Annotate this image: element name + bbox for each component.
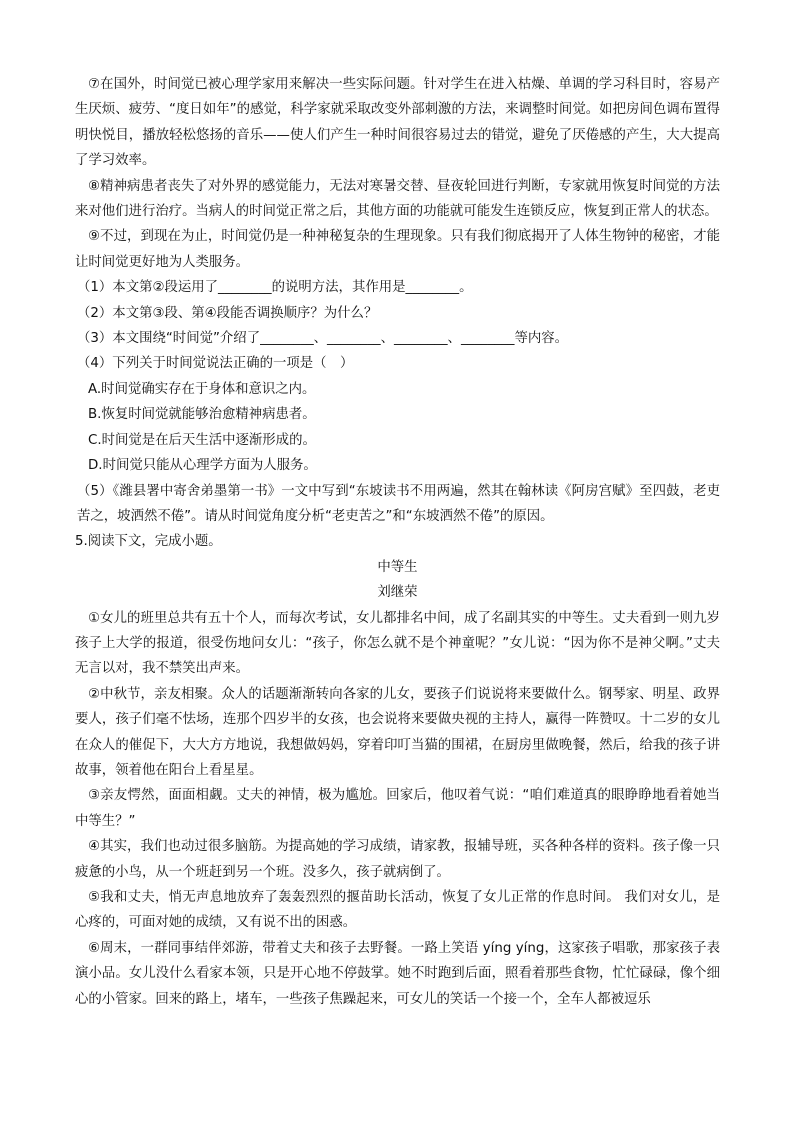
- option-d: D.时间觉只能从心理学方面为人服务。: [88, 458, 317, 474]
- question-5: （5）《潍县署中寄舍弟墨第一书》一文中写到“东坡读书不用两遍，然其在翰林读《阿房宫赋》至四鼓，老吏苦之，坡洒然不倦”。请从时间觉角度分析“老吏苦之”和“东坡洒然不倦”的原因。: [77, 483, 720, 524]
- article-paragraph-2: ②中秋节，亲友相聚。众人的话题渐渐转向各家的儿女，要孩子们说说将来要做什么。钢琴家、明星、政界要人，孩子们毫不怯场，连那个四岁半的女孩，也会说将来要做央视的主持人，赢得一阵赞叹。十二岁的女儿在众人的催促下，大大方方地说，我想做妈妈，穿着印叮当猫的围裙，在厨房里做晚餐，然后，给我的孩子讲故事，领着他在阳台上看星星。: [75, 686, 720, 778]
- question-2: （2）本文第③段、第④段能否调换顺序？为什么？: [77, 305, 378, 321]
- article-paragraph-5: ⑤我和丈夫，悄无声息地放弃了轰轰烈烈的揠苗助长活动，恢复了女儿正常的作息时间。 我们对女儿，是心疼的，可面对她的成绩，又有说不出的困惑。: [75, 890, 720, 931]
- question-1: （1）本文第②段运用了________的说明方法，其作用是________。: [77, 280, 473, 296]
- article-paragraph-4: ④其实，我们也动过很多脑筋。为提高她的学习成绩，请家教，报辅导班，买各种各样的资料。孩子像一只疲惫的小鸟，从一个班赶到另一个班。没多久，孩子就病倒了。: [75, 839, 720, 880]
- reading-instruction: 5.阅读下文，完成小题。: [75, 534, 222, 550]
- question-4: （4）下列关于时间觉说法正确的一项是（ ）: [77, 356, 354, 372]
- article-paragraph-1: ①女儿的班里总共有五十个人，而每次考试，女儿都排名中间，成了名副其实的中等生。丈夫看到一则九岁孩子上大学的报道，很受伤地问女儿：“孩子，你怎么就不是个神童呢？”女儿说：“因为你不是神父啊。”丈夫无言以对，我不禁笑出声来。: [75, 610, 720, 677]
- option-a: A.时间觉确实存在于身体和意识之内。: [88, 381, 316, 397]
- option-c: C.时间觉是在后天生活中逐渐形成的。: [88, 432, 316, 448]
- question-3: （3）本文围绕“时间觉”介绍了________、________、________、________等内容。: [77, 331, 569, 347]
- option-b: B.恢复时间觉就能够治愈精神病患者。: [88, 407, 316, 423]
- article-paragraph-3: ③亲友愕然，面面相觑。丈夫的神情，极为尴尬。回家后，他叹着气说：“咱们难道真的眼睁睁地看着她当中等生？”: [75, 788, 720, 829]
- article-author: 刘继荣: [377, 585, 418, 601]
- paragraph-8: ⑧精神病患者丧失了对外界的感觉能力，无法对寒暑交替、昼夜轮回进行判断，专家就用恢复时间觉的方法来对他们进行治疗。当病人的时间觉正常之后，其他方面的功能就可能发生连锁反应，恢复到正常人的状态。: [75, 178, 720, 220]
- paragraph-9: ⑨不过，到现在为止，时间觉仍是一种神秘复杂的生理现象。只有我们彻底揭开了人体生物钟的秘密，才能让时间觉更好地为人类服务。: [75, 229, 720, 270]
- document-content: [75, 72, 720, 1012]
- paragraph-7: ⑦在国外，时间觉已被心理学家用来解决一些实际问题。针对学生在进入枯燥、单调的学习科目时，容易产生厌烦、疲劳、“度日如年”的感觉，科学家就采取改变外部刺激的方法，来调整时间觉。如把房间色调布置得明快悦目，播放轻松悠扬的音乐——使人们产生一种时间很容易过去的错觉，避免了厌倦感的产生，大大提高了学习效率。: [75, 77, 720, 169]
- article-title: 中等生: [377, 559, 418, 575]
- article-paragraph-6: ⑥周末，一群同事结伴郊游，带着丈夫和孩子去野餐。一路上笑语 yíng yíng，这家孩子唱歌，那家孩子表演小品。女儿没什么看家本领，只是开心地不停鼓掌。她不时跑到后面，照看着那些食物，忙忙碌碌，像个细心的小管家。回来的路上，堵车，一些孩子焦躁起来，可女儿的笑话一个接一个，全车人都被逗乐: [75, 940, 720, 1007]
